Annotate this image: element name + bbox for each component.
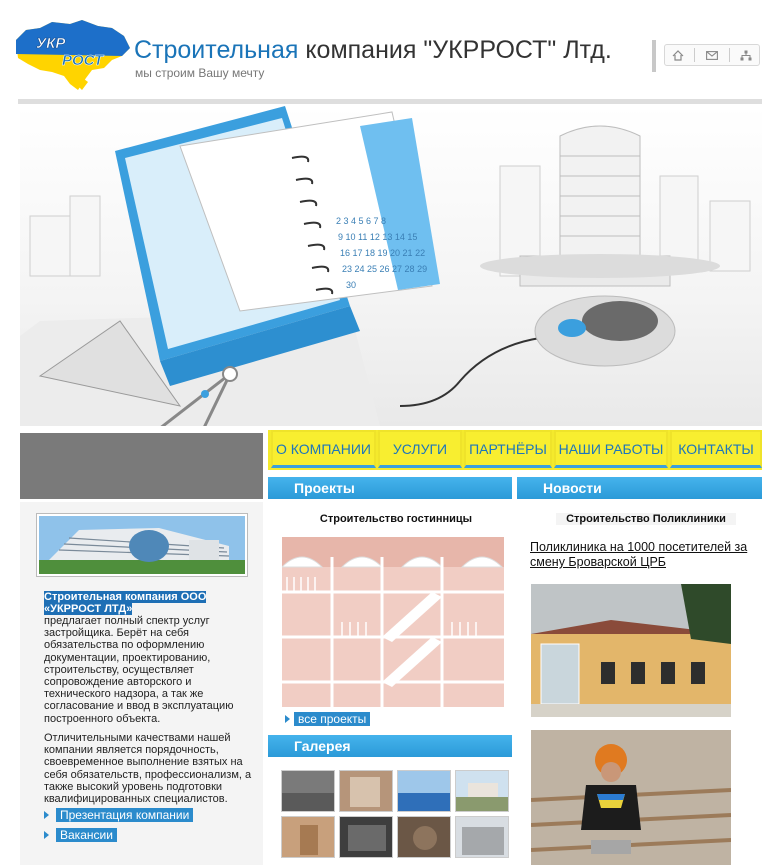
calendar-row-4: 23 24 25 26 27 28 29 — [342, 264, 428, 274]
gallery-thumb[interactable] — [281, 816, 335, 858]
hotel-construction-photo[interactable] — [282, 537, 504, 707]
vacancies-link[interactable]: Вакансии — [56, 828, 117, 842]
header-icon-bar — [664, 44, 760, 66]
nav-left-block — [20, 433, 263, 499]
gallery-thumb[interactable] — [281, 770, 335, 812]
about-highlight — [44, 591, 234, 615]
nav-item-partners[interactable]: ПАРТНЁРЫ — [464, 430, 552, 468]
logo[interactable] — [12, 18, 132, 98]
news-title: Строительство Поликлиники — [556, 513, 736, 525]
home-icon[interactable] — [669, 47, 687, 63]
bullet-arrow-icon — [285, 715, 290, 723]
projects-header: Проекты — [268, 477, 512, 499]
calendar-row-3: 16 17 18 19 20 21 22 — [340, 248, 426, 258]
nav-item-about[interactable]: О КОМПАНИИ — [271, 430, 376, 468]
nav-item-contacts[interactable]: КОНТАКТЫ — [670, 430, 762, 468]
gallery-grid — [281, 770, 513, 865]
gallery-thumb[interactable] — [339, 770, 393, 812]
bullet-arrow-icon — [44, 831, 49, 839]
site-title-highlight: Строительная — [134, 36, 299, 64]
logo-text-top: УКР — [36, 35, 66, 52]
calendar-row-2: 9 10 11 12 13 14 15 — [338, 232, 418, 242]
worker-photo[interactable] — [531, 730, 731, 865]
sitemap-icon[interactable] — [737, 47, 755, 63]
icon-divider — [729, 48, 730, 62]
news-link[interactable]: Поликлиника на 1000 посетителей за смену Броварской ЦРБ — [530, 540, 748, 569]
company-building-photo — [36, 513, 248, 577]
gallery-thumb[interactable] — [455, 770, 509, 812]
news-header: Новости — [517, 477, 762, 499]
logo-text-bottom: РОСТ — [62, 52, 104, 69]
about-text-2: Отличительными качествами нашей компании является порядочность, своевременное выполнение взятых на себя обязательств, профессионализм, а также высокий уровень подготовки квалифицированных специалистов. — [44, 732, 252, 806]
mail-icon[interactable] — [703, 47, 721, 63]
gallery-header: Галерея — [268, 735, 512, 757]
header-rule — [18, 99, 762, 104]
gallery-thumb[interactable] — [397, 770, 451, 812]
about-highlight-text: Строительная компания ООО «УКРРОСТ ЛТД» — [44, 591, 207, 615]
nav-item-works[interactable]: НАШИ РАБОТЫ — [554, 430, 668, 468]
ukraine-map-logo — [12, 18, 132, 98]
presentation-link[interactable]: Презентация компании — [56, 808, 193, 822]
gallery-thumb[interactable] — [397, 816, 451, 858]
banner-illustration — [20, 106, 762, 426]
all-projects-link[interactable]: все проекты — [294, 712, 370, 726]
calendar-row-1: 2 3 4 5 6 7 8 — [336, 216, 387, 226]
gallery-thumb[interactable] — [455, 816, 509, 858]
header-separator — [652, 40, 656, 72]
gallery-thumb[interactable] — [339, 816, 393, 858]
tagline: мы строим Вашу мечту — [135, 66, 265, 80]
bullet-arrow-icon — [44, 811, 49, 819]
hero-banner — [20, 106, 762, 426]
header — [0, 0, 784, 104]
nav-item-services[interactable]: УСЛУГИ — [378, 430, 462, 468]
calendar-row-5: 30 — [346, 280, 357, 290]
polyclinic-photo[interactable] — [531, 584, 731, 717]
site-title — [134, 36, 612, 65]
site-title-rest: компания "УКРРОСТ" Лтд. — [298, 36, 612, 64]
about-text-1: предлагает полный спектр услуг застройщика. Берёт на себя обязательства по оформлению документации, проектированию, строительству, осуществляет сопровождение авторского и технического надзора, а так же согласование и ввод в эксплуатацию построенного объекта. — [44, 615, 234, 725]
project-title: Строительство гостинницы — [319, 513, 473, 525]
icon-divider — [694, 48, 695, 62]
